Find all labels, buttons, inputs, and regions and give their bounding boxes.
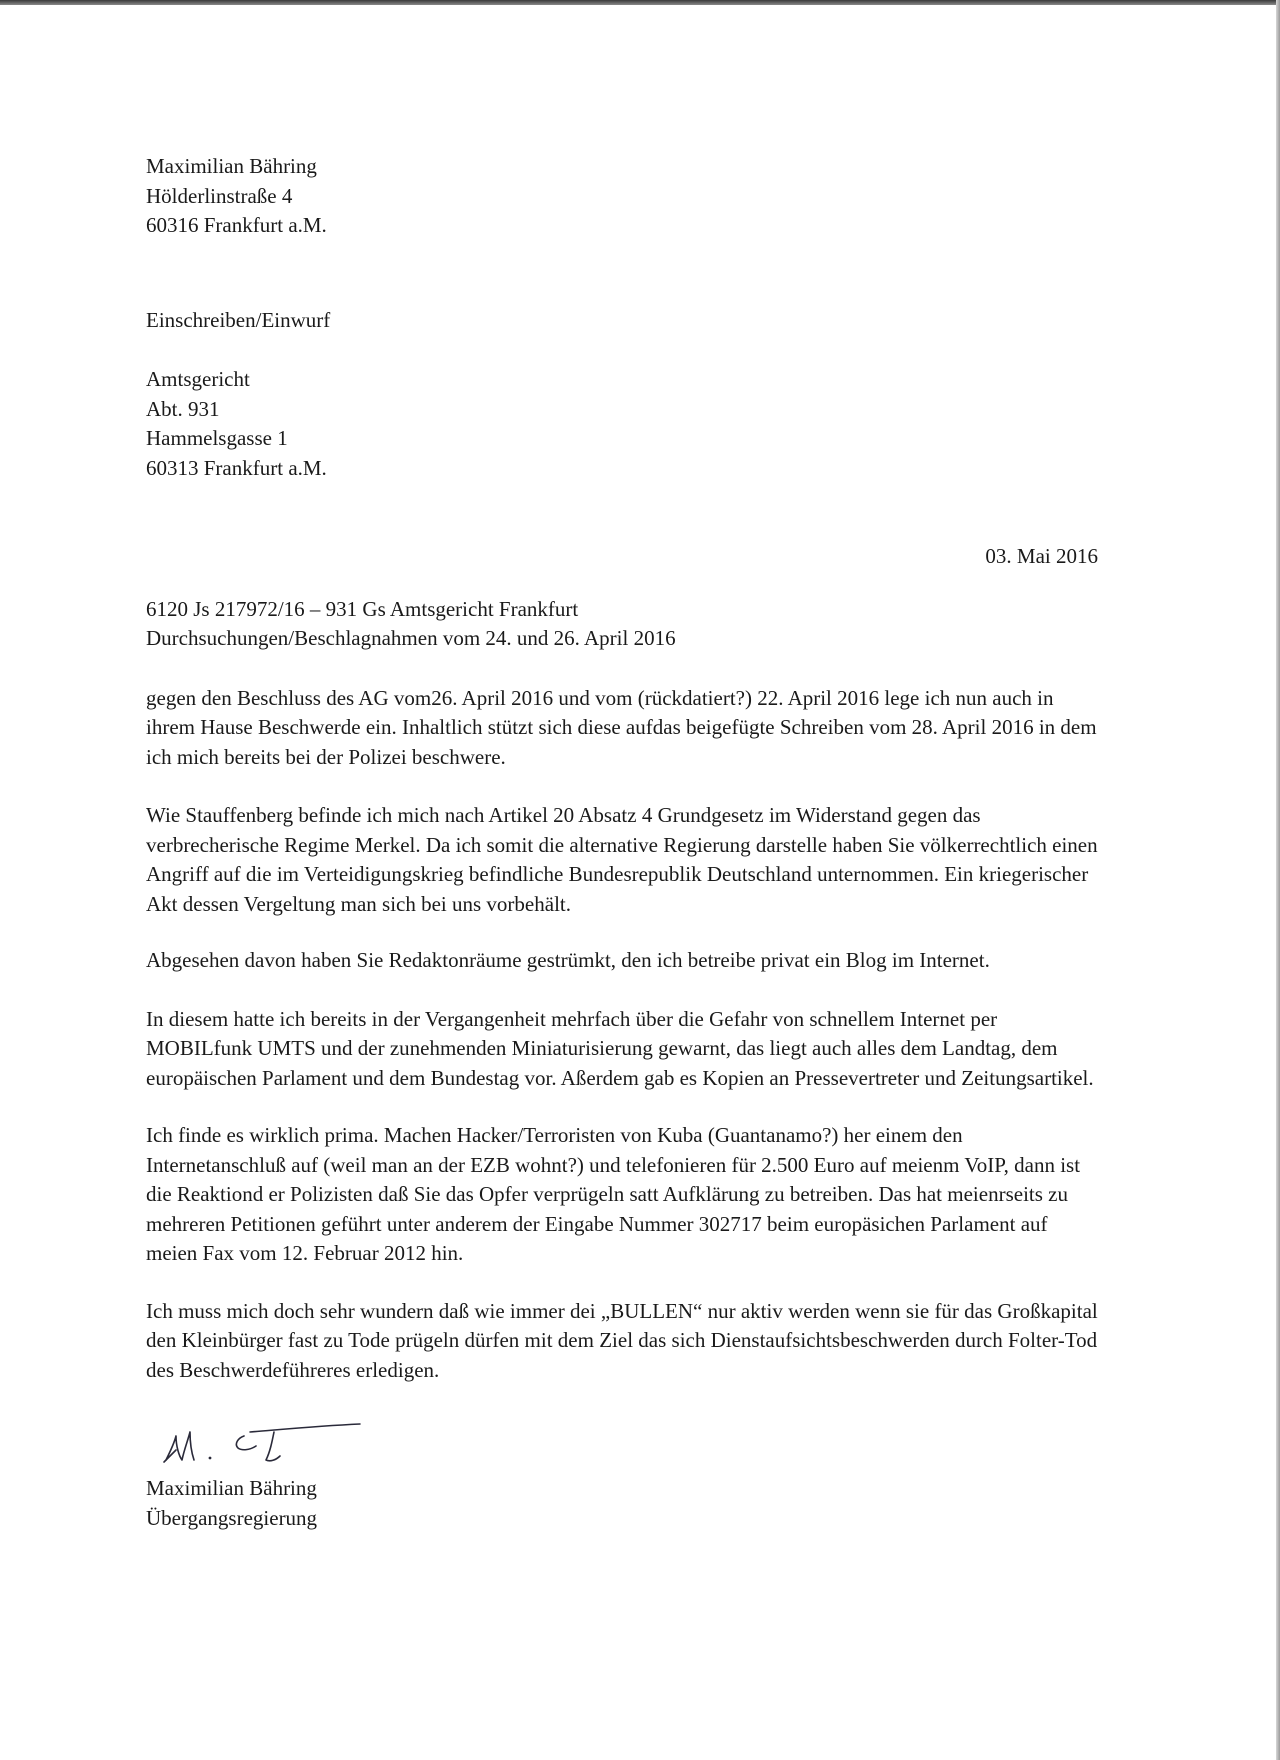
recipient-department: Abt. 931	[146, 396, 220, 421]
recipient-city: 60313 Frankfurt a.M.	[146, 455, 327, 480]
case-number: 6120 Js 217972/16 – 931 Gs Amtsgericht Frankfurt	[146, 596, 579, 621]
reference-subject: Durchsuchungen/Beschlagnahmen vom 24. und 26. April 2016	[146, 626, 676, 650]
body-paragraph: Ich muss mich doch sehr wundern daß wie immer dei „BULLEN“ nur aktiv werden wenn sie für das Großkapital den Kleinbürger fast zu Tode prügeln dürfen mit dem Ziel das sich Dienstaufsichtsbeschwerden durch Folter-Tod des Beschwerdeführeres erledigen.	[146, 1298, 1098, 1382]
body-paragraph: Ich finde es wirklich prima. Machen Hacker/Terroristen von Kuba (Guantanamo?) her einem den Internetanschluß auf (weil man an der EZB wohnt?) und telefonieren für 2.500 Euro auf meienm VoIP, dann ist die Reaktiond er Polizisten daß Sie das Opfer verprügeln satt Aufklärung zu betreiben. Das hat meienrseits zu mehreren Petitionen geführt unter anderem der Eingabe Nummer 302717 beim europäsichen Parlament auf meien Fax vom 12. Februar 2012 hin.	[146, 1123, 1081, 1265]
body-paragraph: In diesem hatte ich bereits in der Vergangenheit mehrfach über die Gefahr von schnellem Internet per MOBILfunk UMTS und der zunehmenden Miniaturisierung gewarnt, das liegt auch alles dem Landtag, dem europäischen Parlament und dem Bundestag vor. Aßerdem gab es Kopien an Pressevertreter und Zeitungsartikel.	[146, 1006, 1094, 1090]
signature-area	[146, 1416, 1098, 1533]
handwritten-signature	[146, 1416, 366, 1472]
signer-title: Übergangsregierung	[146, 1505, 318, 1530]
sender-street: Hölderlinstraße 4	[146, 183, 293, 208]
letter-date	[146, 542, 1098, 572]
sender-address	[146, 152, 1098, 241]
mail-type-line	[146, 306, 1098, 336]
signer-block	[146, 1474, 1098, 1533]
recipient-street: Hammelsgasse 1	[146, 426, 288, 450]
scan-top-edge	[0, 0, 1280, 5]
body-paragraph: Abgesehen davon haben Sie Redaktonräume gestrümkt, den ich betreibe privat ein Blog im Internet.	[146, 948, 990, 972]
recipient-name: Amtsgericht	[146, 367, 250, 391]
sender-city: 60316 Frankfurt a.M.	[146, 213, 327, 237]
scan-right-edge	[1276, 0, 1280, 1760]
recipient-address	[146, 365, 1098, 483]
reference-block	[146, 595, 1098, 654]
date-text: 03. Mai 2016	[985, 544, 1098, 568]
sender-name: Maximilian Bähring	[146, 154, 317, 178]
letter-page	[146, 152, 1098, 1533]
mail-type: Einschreiben/Einwurf	[146, 307, 331, 332]
body-paragraph: gegen den Beschluss des AG vom26. April 2016 und vom (rückdatiert?) 22. April 2016 lege ich nun auch in ihrem Hause Beschwerde ein. Inhaltlich stützt sich diese aufdas beigefügte Schreiben vom 28. April 2016 in dem ich mich bereits bei der Polizei beschwere.	[146, 685, 1097, 769]
signer-name: Maximilian Bähring	[146, 1476, 317, 1500]
body-paragraph: Wie Stauffenberg befinde ich mich nach Artikel 20 Absatz 4 Grundgesetz im Widerstand gegen das verbrecherische Regime Merkel. Da ich somit die alternative Regierung darstelle haben Sie völkerrechtlich einen Angriff auf die im Verteidigungskrieg befindliche Bundesrepublik Deutschland unternommen. Ein kriegerischer Akt dessen Vergeltung man sich bei uns vorbehält.	[146, 803, 1098, 916]
